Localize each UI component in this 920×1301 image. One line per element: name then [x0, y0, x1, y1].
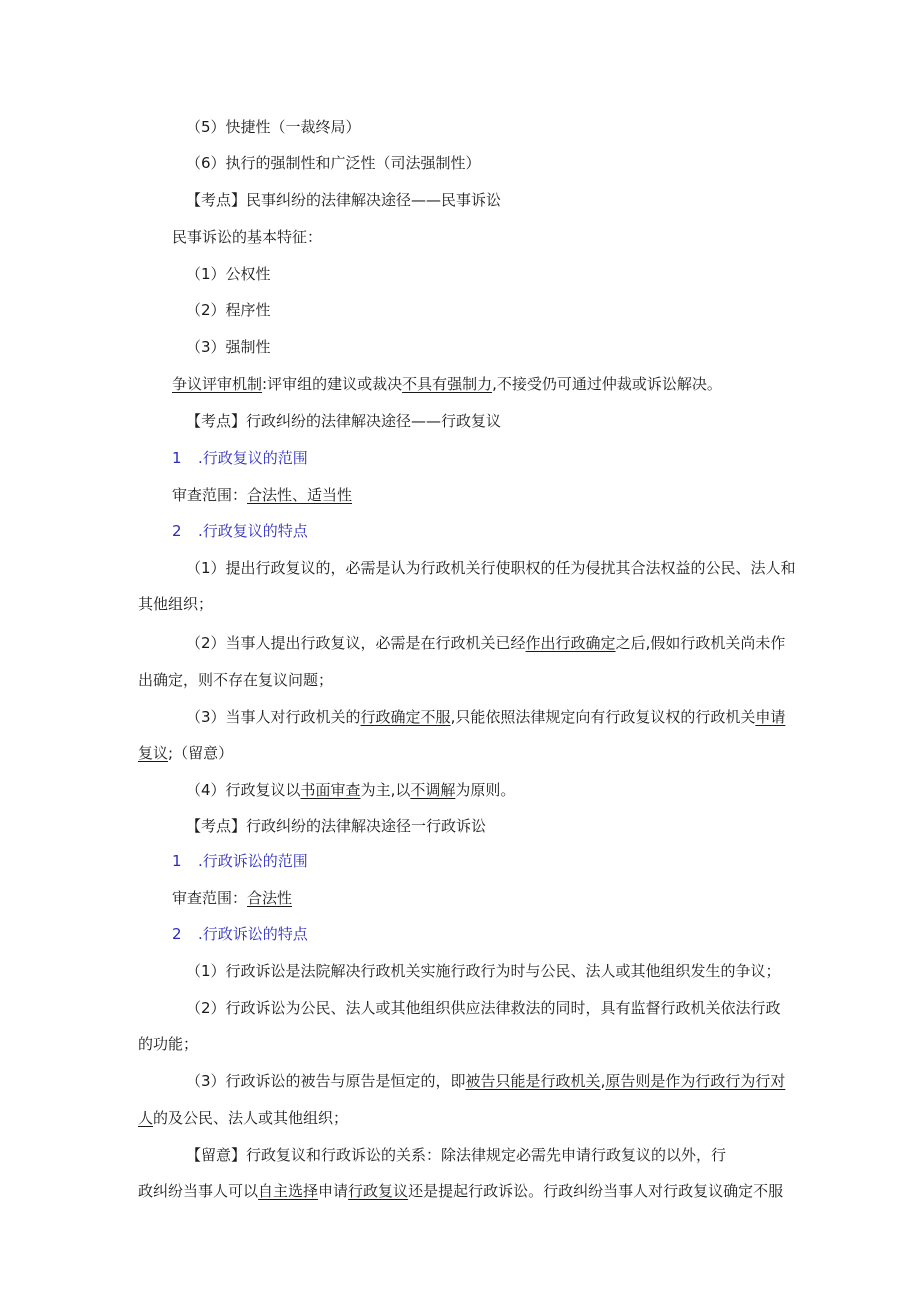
review-feature-4: （4）行政复议以书面审查为主,以不调解为原则。 — [186, 781, 516, 799]
admin-review-scope: 审查范围：合法性、适当性 — [172, 486, 353, 504]
term-legality: 合法性 — [247, 889, 293, 907]
term-defendant-admin-organ: 被告只能是行政机关 — [465, 1072, 601, 1090]
term-written-review: 书面审查 — [300, 781, 361, 799]
term-person: 人 — [138, 1109, 154, 1127]
litigation-feature-2-line2: 的功能； — [138, 1035, 199, 1053]
term-not-binding: 不具有强制力 — [402, 375, 493, 393]
admin-litigation-scope: 审查范围：合法性 — [172, 889, 293, 907]
term-review: 复议 — [138, 744, 169, 762]
note-review-litigation-line2: 政纠纷当事人可以自主选择申请行政复议还是提起行政诉讼。行政纠纷当事人对行政复议确定不服 — [138, 1182, 784, 1200]
item-procedural: （2）程序性 — [186, 301, 271, 319]
term-made-decision: 作出行政确定 — [525, 634, 616, 652]
review-feature-2-line2: 出确定，则不存在复议问题； — [138, 671, 334, 689]
term-free-choice: 自主选择 — [258, 1182, 319, 1200]
term-apply: 申请 — [755, 708, 786, 726]
litigation-feature-2-line1: （2）行政诉讼为公民、法人或其他组织供应法律救法的同时，具有监督行政机关依法行政 — [186, 999, 781, 1017]
heading-admin-litigation-features: 2 .行政诉讼的特点 — [172, 925, 308, 943]
kaodian-admin-litigation: 【考点】行政纠纷的法律解决途径一行政诉讼 — [186, 817, 487, 835]
kaodian-admin-review: 【考点】行政纠纷的法律解决途径——行政复议 — [186, 412, 502, 430]
kaodian-civil-litigation: 【考点】民事纠纷的法律解决途径——民事诉讼 — [186, 191, 502, 209]
review-feature-1-line2: 其他组织； — [138, 595, 214, 613]
litigation-feature-3-line1: （3）行政诉讼的被告与原告是恒定的，即被告只能是行政机关,原告则是作为行政行为行对 — [186, 1072, 786, 1090]
heading-admin-review-scope: 1 .行政复议的范围 — [172, 449, 308, 467]
heading-admin-litigation-scope: 1 .行政诉讼的范围 — [172, 852, 308, 870]
litigation-feature-1: （1）行政诉讼是法院解决行政机关实施行政行为时与公民、法人或其他组织发生的争议； — [186, 962, 781, 980]
review-feature-1-line1: （1）提出行政复议的，必需是认为行政机关行使职权的任为侵扰其合法权益的公民、法人和 — [186, 559, 796, 577]
term-dispute-review: 争议评审机制 — [172, 375, 263, 393]
item-enforceability: （6）执行的强制性和广泛性（司法强制性） — [186, 154, 481, 172]
item-quickness: （5）快捷性（一裁终局） — [186, 118, 361, 136]
heading-admin-review-features: 2 .行政复议的特点 — [172, 522, 308, 540]
term-legality-appropriateness: 合法性、适当性 — [247, 486, 353, 504]
item-public-power: （1）公权性 — [186, 265, 271, 283]
term-plaintiff: 原告则是作为行政行为行对 — [605, 1072, 786, 1090]
review-feature-3-line2: 复议;（留意） — [138, 744, 234, 762]
term-admin-review: 行政复议 — [348, 1182, 409, 1200]
litigation-feature-3-line2: 人的及公民、法人或其他组织； — [138, 1109, 349, 1127]
civil-litigation-features-title: 民事诉讼的基本特征： — [172, 228, 323, 246]
note-review-litigation-line1: 【留意】行政复议和行政诉讼的关系：除法律规定必需先申请行政复议的以外，行 — [186, 1146, 727, 1164]
review-feature-2-line1: （2）当事人提出行政复议，必需是在行政机关已经作出行政确定之后,假如行政机关尚未作 — [186, 634, 786, 652]
item-mandatory: （3）强制性 — [186, 338, 271, 356]
term-disagree-decision: 行政确定不服 — [360, 708, 451, 726]
review-feature-3-line1: （3）当事人对行政机关的行政确定不服,只能依照法律规定向有行政复议权的行政机关申请 — [186, 708, 786, 726]
term-no-mediation: 不调解 — [410, 781, 456, 799]
dispute-review-mechanism: 争议评审机制:评审组的建议或裁决不具有强制力,不接受仍可通过仲裁或诉讼解决。 — [172, 375, 722, 393]
